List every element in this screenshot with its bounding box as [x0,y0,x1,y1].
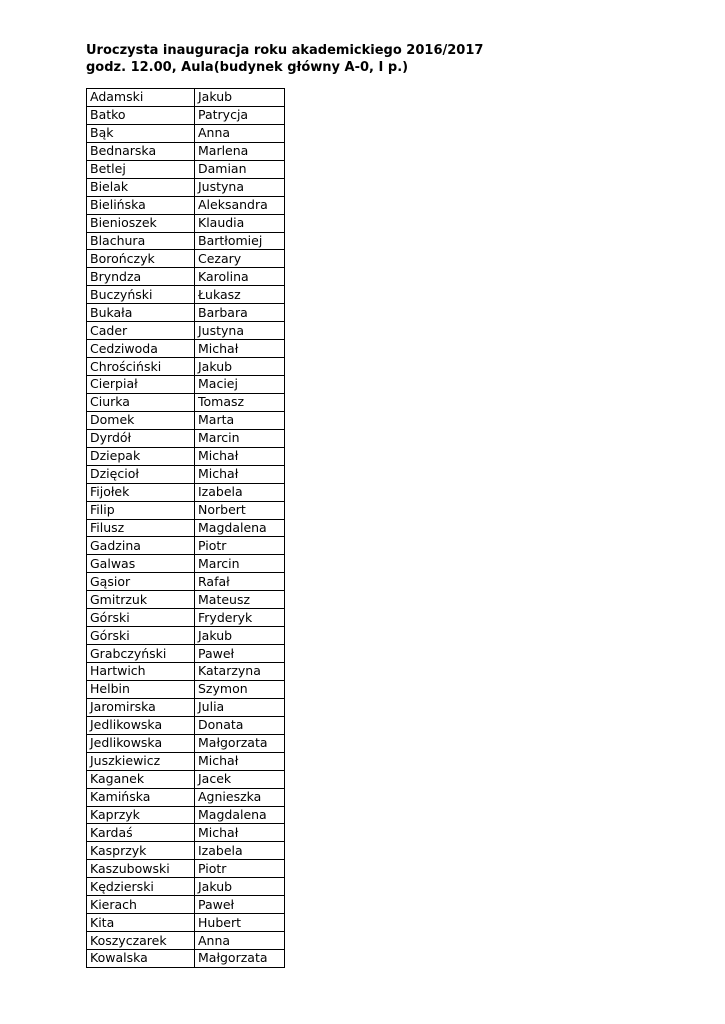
surname-cell: Kierach [87,896,195,914]
surname-cell: Betlej [87,160,195,178]
first-name-cell: Izabela [195,842,285,860]
table-row [87,447,285,465]
document-heading [86,42,483,76]
surname-cell: Kardaś [87,824,195,842]
first-name-cell: Małgorzata [195,950,285,968]
first-name-cell: Piotr [195,537,285,555]
heading-line-event: Uroczysta inauguracja roku akademickiego 2016/2017 [86,43,484,58]
first-name-cell: Paweł [195,645,285,663]
surname-cell: Dzięcioł [87,465,195,483]
table-row [87,286,285,304]
first-name-cell: Magdalena [195,806,285,824]
surname-cell: Bąk [87,124,195,142]
first-name-cell: Michał [195,465,285,483]
first-name-cell: Justyna [195,322,285,340]
surname-cell: Batko [87,106,195,124]
table-row [87,483,285,501]
first-name-cell: Damian [195,160,285,178]
surname-cell: Jaromirska [87,698,195,716]
surname-cell: Galwas [87,555,195,573]
table-row [87,232,285,250]
first-name-cell: Agnieszka [195,788,285,806]
table-row [87,860,285,878]
table-row [87,376,285,394]
surname-cell: Kita [87,914,195,932]
surname-cell: Filip [87,501,195,519]
first-name-cell: Izabela [195,483,285,501]
table-row [87,519,285,537]
table-row [87,411,285,429]
surname-cell: Dziepak [87,447,195,465]
surname-cell: Cader [87,322,195,340]
surname-cell: Filusz [87,519,195,537]
surname-cell: Chrościński [87,358,195,376]
first-name-cell: Magdalena [195,519,285,537]
surname-cell: Gmitrzuk [87,591,195,609]
table-row [87,304,285,322]
first-name-cell: Jacek [195,770,285,788]
surname-cell: Koszyczarek [87,932,195,950]
first-name-cell: Jakub [195,878,285,896]
table-row [87,806,285,824]
first-name-cell: Aleksandra [195,196,285,214]
first-name-cell: Karolina [195,268,285,286]
table-row [87,932,285,950]
first-name-cell: Michał [195,824,285,842]
table-row [87,716,285,734]
surname-cell: Jedlikowska [87,716,195,734]
surname-cell: Kasprzyk [87,842,195,860]
first-name-cell: Bartłomiej [195,232,285,250]
table-row [87,268,285,286]
surname-cell: Cierpiał [87,376,195,394]
attendee-table [86,88,285,968]
table-row [87,788,285,806]
first-name-cell: Hubert [195,914,285,932]
table-row [87,770,285,788]
surname-cell: Blachura [87,232,195,250]
surname-cell: Bukała [87,304,195,322]
table-row [87,950,285,968]
table-row [87,160,285,178]
surname-cell: Helbin [87,680,195,698]
table-row [87,663,285,681]
first-name-cell: Jakub [195,627,285,645]
table-row [87,89,285,107]
first-name-cell: Anna [195,124,285,142]
first-name-cell: Justyna [195,178,285,196]
table-row [87,609,285,627]
first-name-cell: Katarzyna [195,663,285,681]
first-name-cell: Marlena [195,142,285,160]
surname-cell: Dyrdół [87,429,195,447]
surname-cell: Bryndza [87,268,195,286]
table-row [87,878,285,896]
table-row [87,358,285,376]
first-name-cell: Anna [195,932,285,950]
table-row [87,429,285,447]
surname-cell: Domek [87,411,195,429]
first-name-cell: Michał [195,340,285,358]
first-name-cell: Fryderyk [195,609,285,627]
first-name-cell: Donata [195,716,285,734]
surname-cell: Gadzina [87,537,195,555]
first-name-cell: Maciej [195,376,285,394]
table-row [87,591,285,609]
first-name-cell: Mateusz [195,591,285,609]
first-name-cell: Jakub [195,358,285,376]
first-name-cell: Jakub [195,89,285,107]
table-row [87,573,285,591]
first-name-cell: Michał [195,752,285,770]
heading-line-time-place: godz. 12.00, Aula(budynek główny A-0, I p.) [86,60,409,75]
table-row [87,196,285,214]
table-row [87,680,285,698]
surname-cell: Ciurka [87,393,195,411]
surname-cell: Grabczyński [87,645,195,663]
surname-cell: Kaganek [87,770,195,788]
attendee-table-body [87,89,285,968]
surname-cell: Gąsior [87,573,195,591]
surname-cell: Adamski [87,89,195,107]
surname-cell: Bienioszek [87,214,195,232]
table-row [87,627,285,645]
surname-cell: Cedziwoda [87,340,195,358]
surname-cell: Kaprzyk [87,806,195,824]
table-row [87,555,285,573]
first-name-cell: Łukasz [195,286,285,304]
table-row [87,896,285,914]
table-row [87,393,285,411]
surname-cell: Hartwich [87,663,195,681]
table-row [87,340,285,358]
table-row [87,537,285,555]
table-row [87,322,285,340]
first-name-cell: Julia [195,698,285,716]
first-name-cell: Małgorzata [195,734,285,752]
surname-cell: Kaszubowski [87,860,195,878]
table-row [87,465,285,483]
table-row [87,178,285,196]
table-row [87,734,285,752]
table-row [87,842,285,860]
first-name-cell: Marta [195,411,285,429]
table-row [87,914,285,932]
surname-cell: Górski [87,627,195,645]
surname-cell: Juszkiewicz [87,752,195,770]
surname-cell: Bednarska [87,142,195,160]
first-name-cell: Rafał [195,573,285,591]
surname-cell: Fijołek [87,483,195,501]
table-row [87,824,285,842]
first-name-cell: Marcin [195,429,285,447]
surname-cell: Bielińska [87,196,195,214]
first-name-cell: Cezary [195,250,285,268]
first-name-cell: Szymon [195,680,285,698]
surname-cell: Kamińska [87,788,195,806]
table-row [87,645,285,663]
surname-cell: Jedlikowska [87,734,195,752]
table-row [87,501,285,519]
first-name-cell: Klaudia [195,214,285,232]
table-row [87,752,285,770]
surname-cell: Borończyk [87,250,195,268]
first-name-cell: Marcin [195,555,285,573]
surname-cell: Bielak [87,178,195,196]
table-row [87,698,285,716]
first-name-cell: Paweł [195,896,285,914]
table-row [87,106,285,124]
first-name-cell: Patrycja [195,106,285,124]
first-name-cell: Norbert [195,501,285,519]
surname-cell: Kowalska [87,950,195,968]
table-row [87,250,285,268]
table-row [87,142,285,160]
table-row [87,214,285,232]
first-name-cell: Tomasz [195,393,285,411]
first-name-cell: Piotr [195,860,285,878]
first-name-cell: Barbara [195,304,285,322]
first-name-cell: Michał [195,447,285,465]
surname-cell: Buczyński [87,286,195,304]
surname-cell: Górski [87,609,195,627]
table-row [87,124,285,142]
surname-cell: Kędzierski [87,878,195,896]
